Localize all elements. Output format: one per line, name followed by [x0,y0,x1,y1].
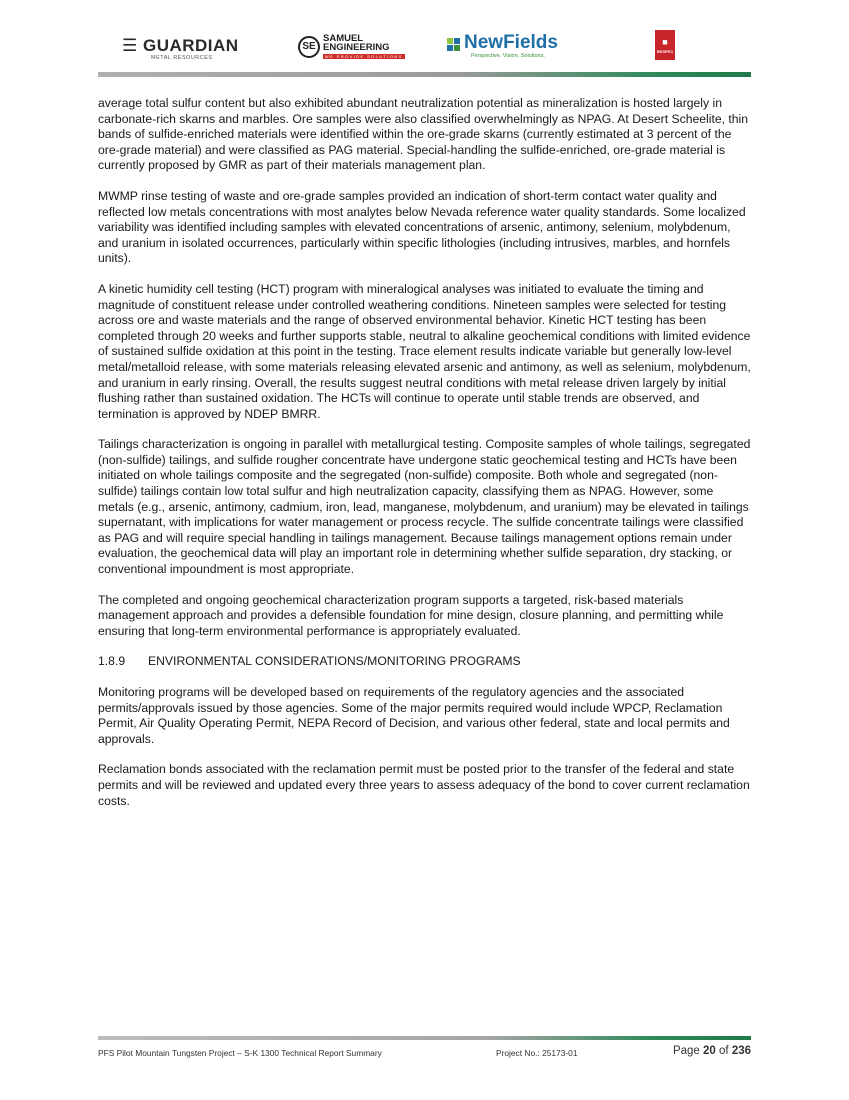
section-heading [98,654,752,670]
page-body [98,96,752,824]
newfields-logo-subtitle: Perspective. Vision. Solutions. [471,53,545,59]
guardian-logo-text: ☰ GUARDIAN [122,36,239,55]
body-paragraph: MWMP rinse testing of waste and ore-grade samples provided an indication of short-term contact water quality and reflected low metals concentrations with most analytes below Nevada reference water quality standards. Some localized variability was identified including samples with elevated concentrations of arsenic, antimony, selenium, molybdenum, and uranium in isolated occurrences, particularly within specific lithologies (including intrusives, marbles, and hornfels units). [98,188,746,266]
newfields-squares-icon [447,38,460,51]
respec-logo [655,30,675,60]
page-header [98,28,751,78]
newfields-logo-text: NewFields [464,32,558,53]
body-paragraph: Tailings characterization is ongoing in parallel with metallurgical testing. Composite samples of whole tailings, segregated (non-sulfide) tailings, and sulfide rougher concentrate have undergone static geochemical testing and HCTs have been initiated on whole tailings composite and the segregated (non-sulfide) composite. Both whole and segregated (non-sulfide) tailings contain low total sulfur and high neutralization capacity, classifying them as NPAG. However, some metals (e.g., arsenic, antimony, cadmium, iron, lead, manganese, molybdenum, and uranium) may be elevated in tailings supernatant, with implications for water management or process recycle. The sulfide concentrate tailings were classified as PAG and will require special handling in tailings management. Because tailings management options remain under evaluation, the geochemical data will play an important role in determining whether sulfide separation, dry stacking, or conventional impoundment is most appropriate. [98,437,751,577]
footer-divider [98,1036,751,1040]
respec-mark-icon: ■ [662,36,668,47]
guardian-logo-subtitle: METAL RESOURCES [151,55,213,61]
body-paragraph: Monitoring programs will be developed based on requirements of the regulatory agencies and the associated permits/approvals issued by those agencies. Some of the major permits required would include WPCP, Reclamation Permit, Air Quality Operating Permit, NEPA Record of Decision, and various other federal, state and local permits and approvals. [98,685,730,746]
footer-page-number: Page 20 of 236 [672,1045,751,1057]
footer-report-title: PFS Pilot Mountain Tungsten Project – S-K 1300 Technical Report Summary [98,1048,382,1058]
samuel-logo-tagline: WE PROVIDE SOLUTIONS [325,54,403,59]
section-number: 1.8.9 [98,654,126,669]
samuel-logo-line1: SAMUEL [323,33,364,44]
footer-project-number: Project No.: 25173-01 [496,1048,578,1058]
respec-logo-text: RESPEC [656,48,674,54]
samuel-logo-line2: ENGINEERING [323,42,390,53]
body-paragraph: average total sulfur content but also exhibited abundant neutralization potential as mineralization is hosted largely in carbonate-rich skarns and marbles. Ore samples were also classified overwhelmingly as NPAG. At Desert Scheelite, thin bands of sulfide-enriched materials were identified within the ore-grade skarns (currently estimated at 3 percent of the ore-grade material) and were classified as PAG material. Special-handling the sulfide-enriched, ore-grade material is currently proposed by GMR as part of their materials management plan. [98,96,749,173]
samuel-badge-icon: SE [298,36,320,58]
newfields-logo [447,32,558,59]
guardian-logo [122,36,239,61]
body-paragraph: A kinetic humidity cell testing (HCT) program with mineralogical analyses was initiated to evaluate the timing and magnitude of constituent release under controlled weathering conditions. Nineteen samples were selected for testing across ore and waste materials and the range of observed environmental behavior. Kinetic HCT testing has been completed through 20 weeks and further supports stable, neutral to alkaline geochemical conditions with limited evidence of sustained sulfide oxidation at this point in the testing. Trace element results indicate variable but generally low-level metal/metalloid release, with some materials releasing elevated arsenic and antimony, as well as selenium, molybdenum, and uranium in early rinsing. Overall, the results suggest neutral conditions with metal release driven largely by initial flushing rather than sustained oxidation. The HCTs will continue to operate until stable trends are observed, and termination is approved by NDEP BMRR. [98,281,751,421]
section-title: ENVIRONMENTAL CONSIDERATIONS/MONITORING PROGRAMS [148,654,521,669]
header-divider [98,72,751,77]
body-paragraph: The completed and ongoing geochemical characterization program supports a targeted, risk-based materials management approach and provides a defensible foundation for mine design, closure planning, and permitting while ensuring that long-term environmental performance is appropriately evaluated. [98,592,724,638]
body-paragraph: Reclamation bonds associated with the reclamation permit must be posted prior to the transfer of the federal and state permits and will be reviewed and updated every three years to assess adequacy of the bond to cover current reclamation costs. [98,762,750,808]
samuel-engineering-logo [298,34,405,59]
